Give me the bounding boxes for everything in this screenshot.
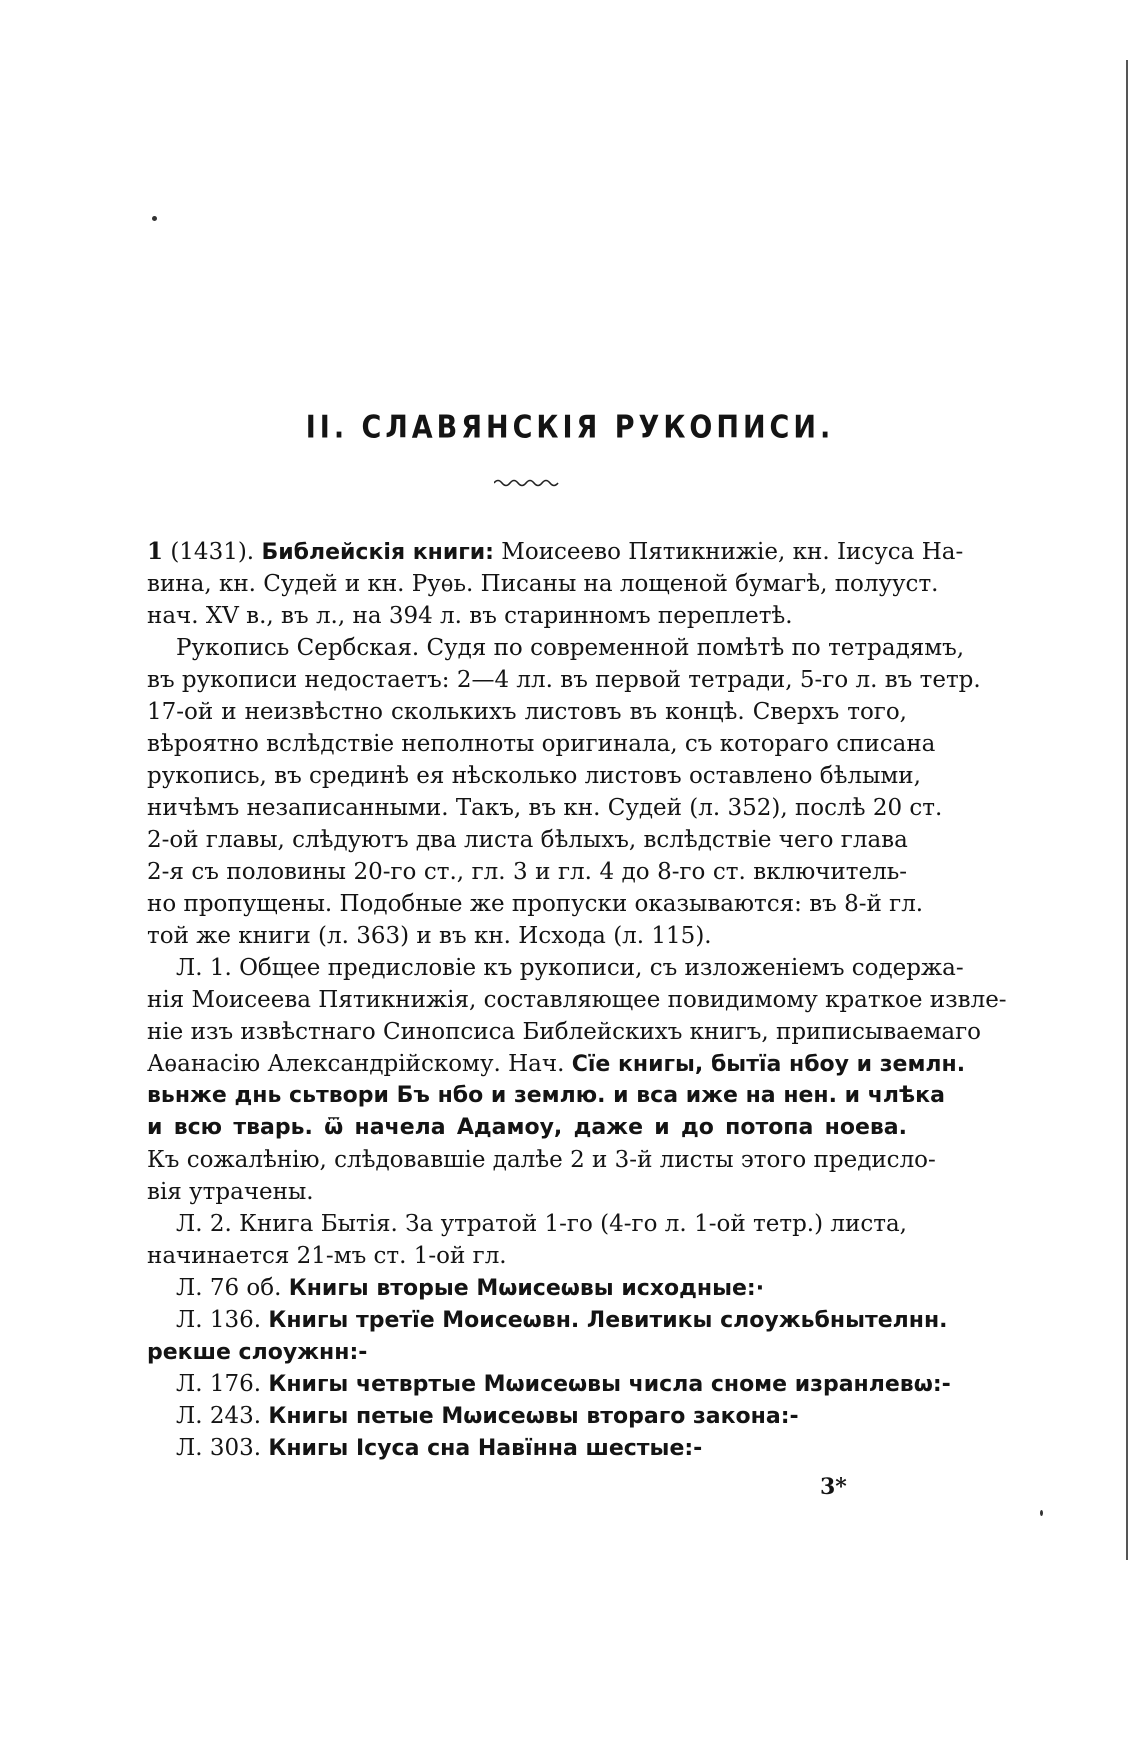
page-number: 3*	[820, 1474, 847, 1500]
para2-line: вія утрачены.	[147, 1179, 314, 1205]
folio-title: рекше слоужнн:-	[147, 1340, 368, 1365]
entry-shelfmark: (1431).	[170, 539, 255, 565]
para3-line: Л. 2. Книга Бытія. За утратой 1-го (4-го л. 1-ой тетр.) листа,	[176, 1211, 907, 1237]
entry-number: 1	[147, 538, 164, 565]
para1-line: рукопись, въ срединѣ ея нѣсколько листовъ оставлено бѣлыми,	[147, 763, 921, 789]
para2-plain: Аѳанасію Александрійскому. Нач.	[147, 1051, 565, 1077]
para1-line: вѣроятно вслѣдствіе неполноты оригинала, съ котораго списана	[147, 731, 936, 757]
para1-line: но пропущены. Подобные же пропуски оказываются: въ 8-й гл.	[147, 891, 924, 917]
folio-title: Книгы петые Мѡисеѡвы втораго закона:-	[268, 1404, 799, 1429]
entry-line1-rest: Моисеево Пятикнижіе, кн. Іисуса На-	[501, 539, 964, 565]
manuscript-entry	[147, 536, 1007, 1464]
folio-title: Книгы третїе Моисеѡвн. Левитикы слоужьбнытелнн.	[268, 1308, 948, 1333]
ink-speck	[152, 216, 157, 221]
folio-title: Книгы Ісуса сна Навїнна шестые:-	[268, 1436, 703, 1461]
para2-line: Л. 1. Общее предисловіе къ рукописи, съ изложеніемъ содержа-	[176, 955, 964, 981]
folio-entry	[147, 1368, 951, 1400]
folio-entry	[147, 1304, 948, 1336]
para2-line: ніе изъ извѣстнаго Синопсиса Библейскихъ книгъ, приписываемаго	[147, 1019, 981, 1045]
church-slavonic-quote: и всю тварь. ѿ начела Адамоу, даже и до потопа ноева.	[147, 1115, 907, 1140]
para2-line: Къ сожалѣнію, слѣдовавшіе далѣе 2 и 3-й листы этого предисло-	[147, 1147, 936, 1173]
para2-line-4	[147, 1048, 966, 1080]
para2-line: нія Моисеева Пятикнижія, составляющее повидимому краткое извле-	[147, 987, 1007, 1013]
church-slavonic-quote: Сїе книгы, бытїа нбоу и землн.	[571, 1052, 966, 1077]
wave-ornament-icon	[494, 478, 560, 488]
page-edge-rule	[1126, 60, 1128, 1560]
folio-ref: Л. 303.	[176, 1435, 262, 1461]
ink-speck	[1040, 1510, 1043, 1516]
para1-line: 2-я съ половины 20-го ст., гл. 3 и гл. 4 до 8-го ст. включитель-	[147, 859, 907, 885]
para1-line: той же книги (л. 363) и въ кн. Исхода (л. 115).	[147, 923, 712, 949]
entry-heading: Библейскія книги:	[261, 540, 494, 565]
folio-ref: Л. 76 об.	[176, 1275, 282, 1301]
folio-ref: Л. 243.	[176, 1403, 262, 1429]
page-title: II. СЛАВЯНСКІЯ РУКОПИСИ.	[305, 409, 835, 446]
folio-title: Книгы четвртые Мѡисеѡвы числа сноме изранлевѡ:-	[268, 1372, 951, 1397]
folio-entry	[147, 1272, 907, 1304]
folio-ref: Л. 136.	[176, 1307, 262, 1333]
para1-line: въ рукописи недостаетъ: 2—4 лл. въ первой тетради, 5-го л. въ тетр.	[147, 667, 981, 693]
para1-line: 17-ой и неизвѣстно сколькихъ листовъ въ концѣ. Сверхъ того,	[147, 699, 907, 725]
entry-line-3: нач. XV в., въ л., на 394 л. въ старинномъ переплетѣ.	[147, 603, 793, 629]
folio-entry	[147, 1400, 907, 1432]
folio-entry-continuation	[147, 1336, 907, 1368]
entry-line-1	[147, 536, 964, 568]
para3-line: начинается 21-мъ ст. 1-ой гл.	[147, 1243, 507, 1269]
para1-line: 2-ой главы, слѣдуютъ два листа бѣлыхъ, вслѣдствіе чего глава	[147, 827, 908, 853]
para1-line: Рукопись Сербская. Судя по современной помѣтѣ по тетрадямъ,	[176, 635, 965, 661]
folio-title: Книгы вторые Мѡисеѡвы исходные:·	[288, 1276, 765, 1301]
folio-entry	[147, 1432, 907, 1464]
para1-line: ничѣмъ незаписанными. Такъ, въ кн. Судей (л. 352), послѣ 20 ст.	[147, 795, 943, 821]
folio-ref: Л. 176.	[176, 1371, 262, 1397]
church-slavonic-quote: вьнже днь сьтвори Бъ нбо и землю. и вса иже на нен. и члѣка	[147, 1083, 945, 1108]
entry-line-2: вина, кн. Судей и кн. Руѳь. Писаны на лощеной бумагѣ, полууст.	[147, 571, 939, 597]
